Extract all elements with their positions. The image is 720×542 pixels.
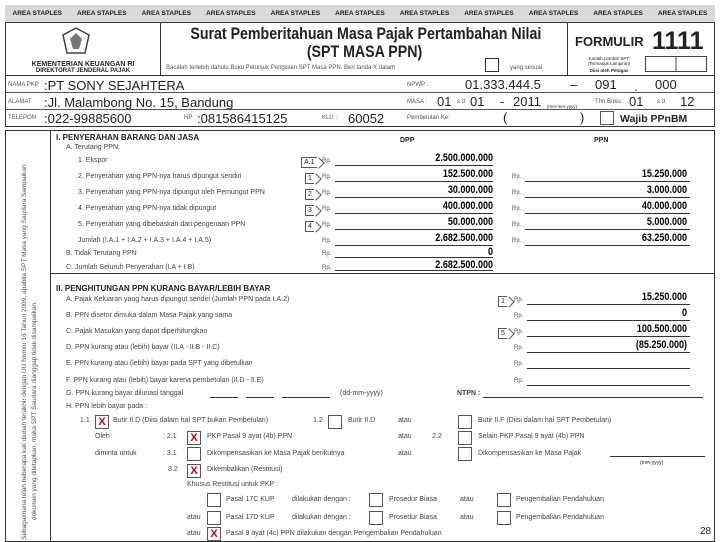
- npwp-part3[interactable]: 000: [655, 77, 677, 92]
- thn-buku-label: Thn Buku :: [595, 99, 625, 105]
- rp-label: Rp.: [512, 206, 522, 212]
- row-code-tag: 5: [498, 328, 507, 339]
- row-code-tag: A.1: [301, 157, 317, 168]
- penghitungan-row-label: A. Pajak Keluaran yang harus dipungut sendiri (Jumlah PPN pada I.A.2): [66, 296, 290, 303]
- dilakukan-label: dilakukan dengan :: [292, 514, 351, 521]
- ppnbm-label: Wajib PPnBM: [620, 113, 688, 125]
- rp-label: Rp.: [322, 206, 332, 212]
- margin-note-line2: dokumen yang ditetapkan, maka SPT Saudara dianggap tidak disampaikan.: [31, 301, 38, 520]
- rp-label: Rp.: [322, 251, 332, 257]
- khusus-restitusi-label: Khusus Restitusi untuk PKP :: [187, 481, 278, 488]
- sheets-count-field[interactable]: [645, 56, 707, 72]
- atau-label: atau: [460, 496, 474, 503]
- option-number: 1.1: [80, 417, 90, 424]
- selain-pkp-label: Selain PKP Pasal 9 ayat (4b) PPN: [478, 433, 585, 440]
- sd-label: s.d: [457, 99, 466, 105]
- jumlah-seluruh-label: C. Jumlah Seluruh Penyerahan (I.A + I.B): [66, 264, 195, 271]
- row-code-tag: 4: [305, 221, 314, 232]
- alamat-value[interactable]: :Jl. Malambong No. 15, Bandung: [44, 95, 234, 110]
- dpp-value[interactable]: 2.682.500.000: [435, 232, 493, 244]
- penghitungan-row-label: B. PPN disetor dimuka dalam Masa Pajak yang sama: [66, 312, 233, 319]
- pasal9-4c-label: Pasal 9 ayat (4c) PPN dilakukan dengan Pengembalian Pendahuluan: [226, 530, 442, 537]
- penyerahan-row-label: Jumlah (I.A.1 + I.A.2 + I.A.3 + I.A.4 + I.A.5): [78, 237, 212, 244]
- masa-year[interactable]: 2011: [513, 94, 541, 109]
- pembetulan-label: Pembetulan Ke:: [407, 115, 450, 121]
- rp-label: Rp.: [322, 238, 332, 244]
- masa-from[interactable]: 01: [437, 94, 452, 109]
- thn-sd: s.d: [657, 99, 666, 105]
- pembetulan-open: (: [503, 110, 508, 125]
- form-title: Surat Pemberitahuan Masa Pajak Pertambahan Nilai: [190, 25, 542, 43]
- penyerahan-row-label: 5. Penyerahan yang dibebaskan dari pengenaan PPN: [78, 221, 246, 228]
- dpp-value[interactable]: 2.500.000.000: [435, 152, 493, 164]
- pasal9-4c-checkbox[interactable]: X: [207, 527, 221, 541]
- penghitungan-row-label: D. PPN kurang atau (lebih) bayar (II.A - II.B - II.C): [66, 344, 220, 351]
- margin-note-line1: Sebagaimana telah beberapa kali diubah terakhir dengan UU Nomor 16 Tahun 2009, apabila SPT Masa yang Saudara Sampaikan: [21, 164, 28, 540]
- penghitungan-row-label: C. Pajak Masukan yang dapat diperhitungkan: [66, 328, 208, 335]
- restitusi-label: Dikembalikan (Restitusi): [207, 466, 283, 473]
- pasal17d-label: Pasal 17D KUP: [226, 514, 275, 521]
- sample-checkbox: [485, 58, 499, 72]
- row-code-tag: 1: [498, 296, 507, 307]
- penyerahan-row-label: 3. Penyerahan yang PPN-nya dipungut oleh Pemungut PPN: [78, 189, 265, 196]
- atau-label: atau: [460, 514, 474, 521]
- diminta-label: diminta untuk: [95, 450, 137, 457]
- telepon-label: TELEPON: [8, 115, 37, 121]
- option-number: 1.2: [313, 417, 323, 424]
- pengembalian-label: Pengembalian Pendahuluan: [516, 514, 604, 521]
- rp-label: Rp.: [514, 345, 524, 351]
- npwp-dot: .: [634, 79, 638, 94]
- staples-label: AREA STAPLES: [399, 10, 450, 17]
- terutang-label: A. Terutang PPN:: [66, 144, 120, 151]
- thn-to[interactable]: 12: [680, 94, 695, 109]
- prosedur-biasa-17c-checkbox[interactable]: [369, 493, 383, 507]
- npwp-dash: –: [570, 77, 578, 92]
- lebih-bayar-label: H. PPN lebih bayar pada :: [66, 403, 147, 410]
- penyerahan-row-label: 2. Penyerahan yang PPN-nya harus dipungut sendiri: [78, 173, 242, 180]
- rp-label: Rp.: [514, 297, 524, 303]
- directorate-name: DIREKTORAT JENDERAL PAJAK: [35, 68, 131, 74]
- row-code-tag: 3: [305, 205, 314, 216]
- penyerahan-row-label: 4. Penyerahan yang PPN-nya tidak dipungut: [78, 205, 217, 212]
- margin-note: [20, 164, 40, 540]
- option-number: : 3.1: [163, 450, 177, 457]
- rp-label: Rp.: [322, 222, 332, 228]
- rp-label: Rp.: [322, 265, 332, 271]
- dilakukan-label: dilakukan dengan :: [292, 496, 351, 503]
- pasal17c-checkbox[interactable]: [207, 493, 221, 507]
- butir-iid-checkbox[interactable]: X: [95, 415, 109, 429]
- kompensasi-berikutnya-label: Dikompensasikan ke Masa Pajak berikutnya: [207, 450, 345, 457]
- option-number: 3.2: [168, 466, 178, 473]
- penyerahan-row-label: 1. Ekspor: [78, 157, 108, 164]
- rp-label: Rp.: [514, 313, 524, 319]
- ppnbm-checkbox[interactable]: [600, 111, 614, 125]
- nama-value[interactable]: :PT SONY SEJAHTERA: [44, 78, 185, 93]
- kompensasi-masa-checkbox[interactable]: [458, 447, 472, 461]
- staples-label: AREA STAPLES: [141, 10, 192, 17]
- section1-title: I. PENYERAHAN BARANG DAN JASA: [56, 133, 200, 142]
- staples-label: AREA STAPLES: [528, 10, 579, 17]
- pasal17c-label: Pasal 17C KUP: [226, 496, 275, 503]
- penghitungan-row-label: E. PPN kurang atau (lebih) bayar pada SPT yang dibetulkan: [66, 360, 253, 367]
- staples-label: AREA STAPLES: [270, 10, 321, 17]
- klu-value[interactable]: 60052: [348, 111, 385, 126]
- kompensasi-masa-label: Dikompensasikan ke Masa Pajak: [478, 450, 582, 457]
- ministry-name: KEMENTERIAN KEUANGAN RI: [31, 61, 135, 68]
- rp-label: Rp.: [512, 174, 522, 180]
- row-code-tag: 2: [305, 189, 314, 200]
- instruction-text: Bacalah terlebih dahulu Buku Petunjuk Pengisian SPT Masa PPN. Beri tanda X dalam: [166, 65, 396, 71]
- staples-label: AREA STAPLES: [12, 10, 62, 17]
- staples-label: AREA STAPLES: [657, 10, 708, 17]
- option-number: 2.2: [432, 433, 442, 440]
- rp-label: Rp.: [322, 174, 332, 180]
- npwp-label: NPWP :: [407, 82, 429, 88]
- penghitungan-value[interactable]: 15.250.000: [641, 291, 687, 303]
- restitusi-checkbox[interactable]: X: [187, 464, 201, 478]
- dpp-value[interactable]: 50.000.000: [447, 216, 493, 228]
- pkp-pasal9-label: PKP Pasal 9 ayat (4b) PPN: [207, 433, 293, 440]
- butir-iif-checkbox[interactable]: [458, 415, 472, 429]
- klu-label: KLU :: [322, 115, 338, 121]
- pengembalian-17d-checkbox[interactable]: [497, 511, 511, 525]
- ministry-logo-icon: [61, 27, 91, 55]
- ppn-value[interactable]: 15.250.000: [641, 168, 687, 180]
- tidak-terutang-label: B. Tidak Terutang PPN: [66, 250, 137, 257]
- telepon-value[interactable]: :022-99885600: [44, 111, 132, 126]
- thn-from[interactable]: 01: [629, 94, 644, 109]
- kompensasi-masa-field[interactable]: [610, 456, 705, 457]
- rp-label: Rp.: [322, 158, 332, 164]
- masa-to[interactable]: 01: [470, 94, 485, 109]
- mm-yyyy-format: (mm-yyyy): [640, 460, 664, 466]
- rp-label: Rp.: [322, 190, 332, 196]
- alamat-label: ALAMAT: [8, 99, 32, 105]
- ntpn-label: NTPN :: [457, 390, 481, 397]
- ppn-value[interactable]: 5.000.000: [646, 216, 687, 228]
- rp-label: Rp.: [512, 222, 522, 228]
- dpp-value[interactable]: 30.000.000: [447, 184, 493, 196]
- penghitungan-value[interactable]: 0: [681, 307, 687, 319]
- ppn-value[interactable]: 63.250.000: [641, 232, 687, 244]
- prosedur-biasa-label: Prosedur Biasa: [389, 496, 437, 503]
- atau-label: atau: [398, 450, 412, 457]
- ppn-header: PPN: [594, 137, 609, 144]
- masa-dash: -: [500, 94, 505, 109]
- atau-label: atau: [398, 433, 412, 440]
- pembetulan-close: ): [580, 110, 585, 125]
- butir-iid-label: Butir II.D (Diisi dalam hal SPT bukan Pembetulan): [113, 417, 269, 424]
- section2-title: II. PENGHITUNGAN PPN KURANG BAYAR/LEBIH BAYAR: [56, 284, 271, 293]
- ppn-value[interactable]: 40.000.000: [641, 200, 687, 212]
- butir-iid-label: Butir II.D: [348, 417, 376, 424]
- nama-label: NAMA PKP: [8, 82, 39, 88]
- hp-value[interactable]: :081586415125: [197, 111, 288, 126]
- sheets-note: Diisi oleh Petugas: [589, 68, 629, 73]
- dilunasi-label: G. PPN kurang bayar dilunasi tanggal: [66, 390, 184, 397]
- npwp-part2[interactable]: 091: [595, 77, 617, 92]
- option-number: : 2.1: [163, 433, 177, 440]
- instruction-end: yang sesuai: [510, 65, 543, 71]
- staples-label: AREA STAPLES: [77, 10, 127, 17]
- tidak-terutang-dpp[interactable]: 0: [487, 246, 493, 258]
- pkp-pasal9-checkbox[interactable]: X: [187, 431, 201, 445]
- pengembalian-label: Pengembalian Pendahuluan: [516, 496, 604, 503]
- butir-iid-pembetulan-checkbox[interactable]: [328, 415, 342, 429]
- dpp-value[interactable]: 400.000.000: [442, 200, 493, 212]
- npwp-part1[interactable]: 01.333.444.5: [465, 77, 541, 92]
- prosedur-biasa-17d-checkbox[interactable]: [369, 511, 383, 525]
- penghitungan-row-label: F. PPN kurang atau (lebih) bayar karena pembetulan (II.D - II.E): [66, 377, 264, 384]
- atau-label: atau: [187, 530, 201, 537]
- date-format: (dd-mm-yyyy): [340, 390, 383, 397]
- rp-label: Rp.: [512, 238, 522, 244]
- staples-label: AREA STAPLES: [464, 10, 514, 17]
- staples-label: AREA STAPLES: [206, 10, 256, 17]
- prosedur-biasa-label: Prosedur Biasa: [389, 514, 437, 521]
- ppn-value[interactable]: 3.000.000: [646, 184, 687, 196]
- butir-iif-label: Butir II.F (Diisi dalam hal SPT Pembetulan): [478, 417, 612, 424]
- selain-pkp-checkbox[interactable]: [458, 431, 472, 445]
- rp-label: Rp.: [514, 378, 524, 384]
- rp-label: Rp.: [514, 361, 524, 367]
- row-code-tag: 1: [305, 173, 314, 184]
- oleh-label: Oleh: [95, 433, 110, 440]
- form-subtitle: (SPT MASA PPN): [306, 43, 423, 61]
- masa-label: MASA :: [407, 99, 428, 105]
- formulir-number: 1111: [652, 27, 704, 55]
- pasal17d-checkbox[interactable]: [207, 511, 221, 525]
- staples-bar: [5, 5, 715, 22]
- pengembalian-17c-checkbox[interactable]: [497, 493, 511, 507]
- rp-label: Rp.: [514, 329, 524, 335]
- hp-label: HP: [184, 115, 193, 121]
- staples-label: AREA STAPLES: [335, 10, 385, 17]
- atau-label: atau: [398, 417, 412, 424]
- penghitungan-value[interactable]: 100.500.000: [636, 323, 687, 335]
- atau-label: atau: [187, 514, 201, 521]
- dpp-header: DPP: [400, 137, 415, 144]
- formulir-label: FORMULIR: [575, 34, 644, 49]
- dpp-value[interactable]: 152.500.000: [442, 168, 493, 180]
- sheets-label: Jumlah Lembar SPT: (Termasuk Lampiran): [587, 56, 631, 66]
- page-number: 28: [700, 526, 712, 537]
- masa-format: (mm-mm-yyyy): [547, 104, 577, 109]
- jumlah-seluruh-dpp[interactable]: 2.682.500.000: [435, 259, 493, 271]
- staples-label: AREA STAPLES: [593, 10, 643, 17]
- ntpn-field[interactable]: [483, 397, 703, 398]
- kompensasi-berikutnya-checkbox[interactable]: [187, 447, 201, 461]
- rp-label: Rp.: [512, 190, 522, 196]
- penghitungan-value[interactable]: (85.250.000): [635, 339, 687, 351]
